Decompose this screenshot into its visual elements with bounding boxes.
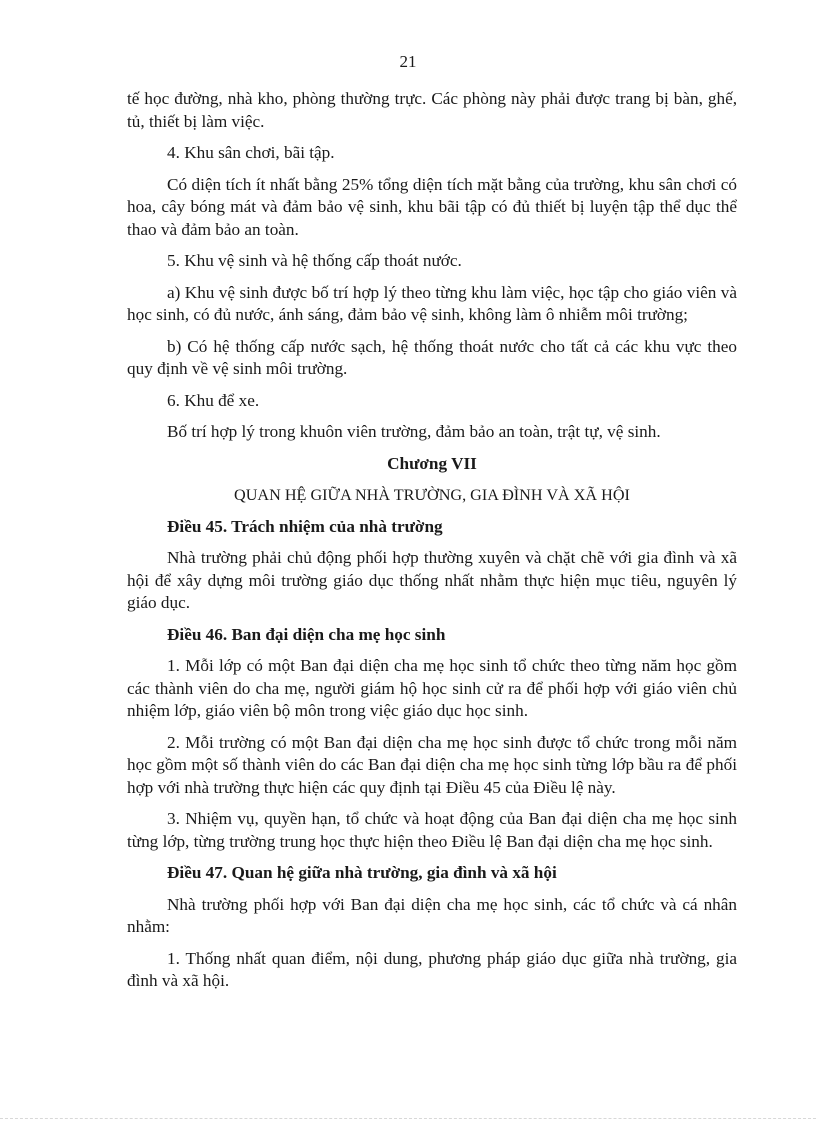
paragraph: Nhà trường phối hợp với Ban đại diện cha mẹ học sinh, các tổ chức và cá nhân nhằm: [127, 894, 737, 936]
paragraph: a) Khu vệ sinh được bố trí hợp lý theo từng khu làm việc, học tập cho giáo viên và học sinh, có đủ nước, ánh sáng, đảm bảo vệ sinh, không làm ô nhiễm môi trường; [127, 282, 737, 324]
section-item: 5. Khu vệ sinh và hệ thống cấp thoát nước. [167, 251, 462, 270]
article-heading: Điều 45. Trách nhiệm của nhà trường [167, 516, 443, 536]
paragraph: tế học đường, nhà kho, phòng thường trực. Các phòng này phải được trang bị bàn, ghế, tủ, thiết bị làm việc. [127, 89, 737, 131]
paragraph: Có diện tích ít nhất bằng 25% tổng diện tích mặt bằng của trường, khu sân chơi có hoa, cây bóng mát và đảm bảo vệ sinh, khu bãi tập có đủ thiết bị luyện tập thể dục thể thao và đảm bảo an toàn. [127, 174, 737, 239]
chapter-subtitle: QUAN HỆ GIỮA NHÀ TRƯỜNG, GIA ĐÌNH VÀ XÃ HỘI [234, 486, 630, 504]
paragraph: 2. Mỗi trường có một Ban đại diện cha mẹ học sinh được tổ chức trong mỗi năm học gồm một số thành viên do các Ban đại diện cha mẹ học sinh từng lớp bầu ra để phối hợp với nhà trường thực hiện các quy định tại Điều 45 của Điều lệ này. [127, 732, 737, 797]
paragraph: 3. Nhiệm vụ, quyền hạn, tổ chức và hoạt động của Ban đại diện cha mẹ học sinh từng lớp, từng trường trung học thực hiện theo Điều lệ Ban đại diện cha mẹ học sinh. [127, 809, 737, 851]
paragraph: Bố trí hợp lý trong khuôn viên trường, đảm bảo an toàn, trật tự, vệ sinh. [167, 422, 661, 441]
page-number: 21 [399, 52, 417, 71]
article-heading: Điều 46. Ban đại diện cha mẹ học sinh [167, 624, 446, 644]
document-body [127, 88, 737, 1002]
section-item: 6. Khu để xe. [167, 390, 260, 410]
paragraph: b) Có hệ thống cấp nước sạch, hệ thống thoát nước cho tất cả các khu vực theo quy định về vệ sinh môi trường. [127, 336, 737, 378]
chapter-title: Chương VII [387, 453, 477, 473]
paragraph: 1. Mỗi lớp có một Ban đại diện cha mẹ học sinh tổ chức theo từng năm học gồm các thành viên do cha mẹ, người giám hộ học sinh cử ra để phối hợp với giáo viên chủ nhiệm lớp, giáo viên bộ môn trong việc giáo dục học sinh. [127, 656, 737, 720]
page-bottom-divider [0, 1118, 816, 1119]
section-item: 4. Khu sân chơi, bãi tập. [167, 143, 335, 162]
paragraph: 1. Thống nhất quan điểm, nội dung, phương pháp giáo dục giữa nhà trường, gia đình và xã hội. [127, 948, 737, 990]
paragraph: Nhà trường phải chủ động phối hợp thường xuyên và chặt chẽ với gia đình và xã hội để xây dựng môi trường giáo dục thống nhất nhằm thực hiện mục tiêu, nguyên lý giáo dục. [127, 548, 737, 612]
article-heading: Điều 47. Quan hệ giữa nhà trường, gia đình và xã hội [167, 863, 557, 882]
